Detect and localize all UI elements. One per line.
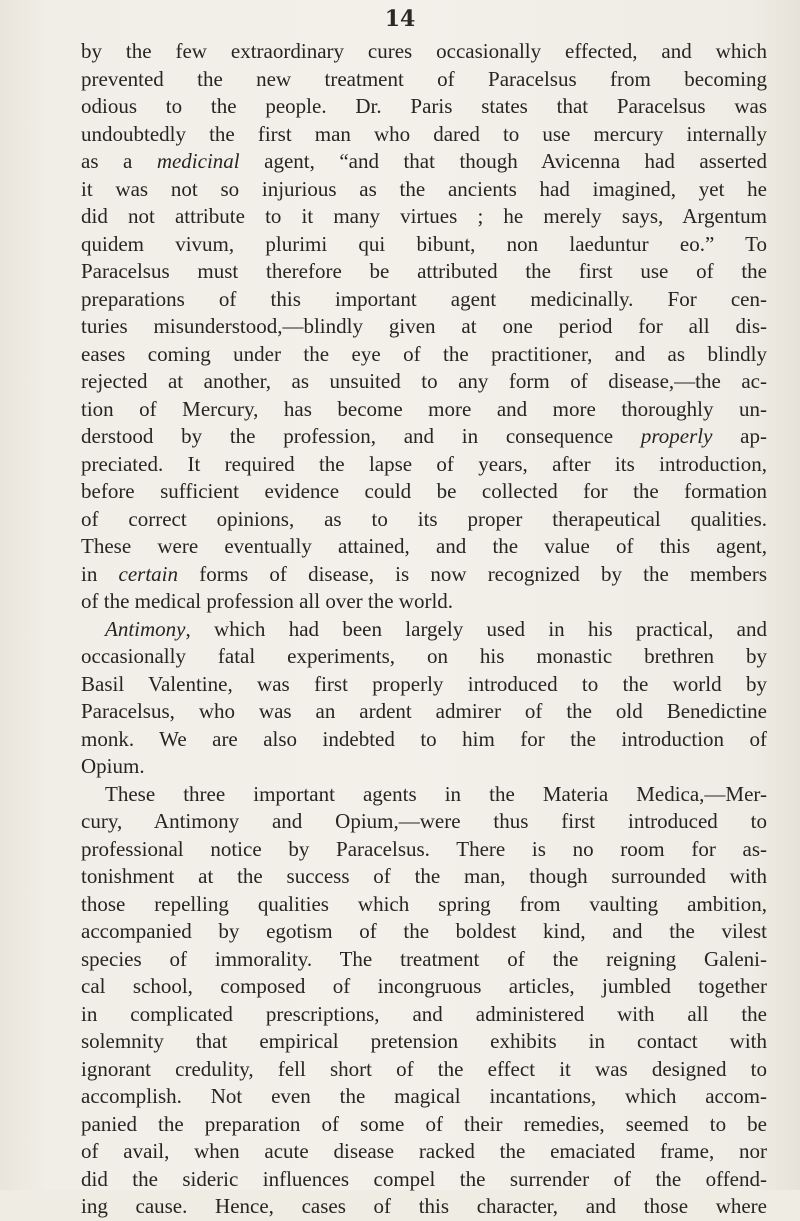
text-run: did not attribute to it many virtues ; he merely says, Argentum [81, 204, 767, 228]
text-run: in complicated prescriptions, and administered with all the [81, 1001, 767, 1026]
text-line [81, 836, 767, 864]
text-line [81, 66, 767, 94]
text-line [81, 533, 767, 561]
text-run: ap- [712, 424, 767, 448]
text-run: of correct opinions, as to its proper therapeutical qualities. [81, 506, 767, 531]
text-run: agent, “and that though Avicenna had asserted [239, 149, 767, 173]
text-run: eases coming under the eye of the practitioner, and as blindly [81, 341, 767, 366]
text-line [81, 258, 767, 286]
text-run: preparations of this important agent medicinally. For cen- [81, 286, 767, 311]
text-run: Paracelsus must therefore be attributed the first use of the [81, 259, 767, 283]
italic-word: certain [118, 561, 179, 586]
text-run: of the medical profession all over the world. [81, 589, 454, 613]
text-run: Paracelsus, who was an ardent admirer of the old Benedictine [81, 699, 767, 723]
text-run: These three important agents in the Materia Medica,—Mer- [105, 781, 767, 806]
text-line [81, 781, 767, 809]
text-line [81, 121, 767, 149]
text-line [81, 973, 767, 1001]
text-run: panied the preparation of some of their remedies, seemed to be [81, 1111, 767, 1136]
text-run: those repelling qualities which spring from vaulting ambition, [81, 891, 767, 916]
page-number: 14 [384, 6, 416, 32]
text-line [81, 1083, 767, 1111]
text-run: quidem vivum, plurimi qui bibunt, non laeduntur eo.” To [81, 231, 767, 256]
text-line [81, 451, 767, 479]
text-run: as a [81, 149, 157, 173]
text-run: before sufficient evidence could be collected for the formation [81, 479, 767, 503]
text-run: tonishment at the success of the man, though surrounded with [81, 864, 767, 888]
text-run: of avail, when acute disease racked the emaciated frame, nor [81, 1139, 767, 1163]
text-run: These were eventually attained, and the value of this agent, [81, 534, 767, 558]
text-run: turies misunderstood,—blindly given at one period for all dis- [81, 314, 767, 338]
body-text [81, 38, 767, 1221]
text-line [81, 643, 767, 671]
text-line [81, 946, 767, 974]
text-run: accompanied by egotism of the boldest kind, and the vilest [81, 919, 767, 943]
text-line [81, 286, 767, 314]
text-line [81, 863, 767, 891]
text-line [81, 808, 767, 836]
italic-word: properly [640, 424, 713, 448]
text-run: preciated. It required the lapse of years, after its introduction, [81, 451, 767, 476]
text-run: Opium. [81, 754, 145, 778]
text-line [81, 1138, 767, 1166]
text-run: in [81, 561, 119, 586]
text-line [81, 918, 767, 946]
text-run: cury, Antimony and Opium,—were thus first introduced to [81, 809, 767, 833]
text-run: forms of disease, is now recognized by the members [178, 561, 767, 586]
text-run: cal school, composed of incongruous articles, jumbled together [81, 974, 767, 998]
text-line [81, 753, 767, 781]
text-run: , which had been largely used in his practical, and [185, 616, 767, 641]
text-run: did the sideric influences compel the surrender of the offend- [81, 1166, 767, 1191]
text-line [81, 368, 767, 396]
text-line [81, 561, 767, 589]
text-line [81, 231, 767, 259]
text-line [81, 1001, 767, 1029]
text-line [81, 176, 767, 204]
text-line [81, 341, 767, 369]
text-line [81, 478, 767, 506]
text-line [81, 726, 767, 754]
text-run: odious to the people. Dr. Paris states that Paracelsus was [81, 94, 767, 118]
text-line [81, 616, 767, 644]
text-line [81, 203, 767, 231]
text-line [81, 1028, 767, 1056]
text-run: it was not so injurious as the ancients had imagined, yet he [81, 176, 767, 201]
text-line [81, 1111, 767, 1139]
text-run: rejected at another, as unsuited to any form of disease,—the ac- [81, 369, 767, 393]
text-run: ing cause. Hence, cases of this character, and those where [81, 1194, 767, 1218]
text-run: undoubtedly the first man who dared to use mercury internally [81, 121, 767, 146]
text-line [81, 148, 767, 176]
text-line [81, 423, 767, 451]
text-run: Basil Valentine, was first properly introduced to the world by [81, 671, 767, 696]
italic-word: medicinal [156, 149, 240, 173]
text-line [81, 1193, 767, 1221]
text-line [81, 313, 767, 341]
text-run: ignorant credulity, fell short of the effect it was designed to [81, 1056, 767, 1081]
text-line [81, 1056, 767, 1084]
text-line [81, 891, 767, 919]
text-run: monk. We are also indebted to him for the introduction of [81, 726, 767, 751]
text-line [81, 588, 767, 616]
text-line [81, 396, 767, 424]
text-run: occasionally fatal experiments, on his monastic brethren by [81, 644, 767, 668]
text-line [81, 38, 767, 66]
text-line [81, 698, 767, 726]
italic-word: Antimony [105, 616, 186, 641]
text-line [81, 506, 767, 534]
text-run: prevented the new treatment of Paracelsus from becoming [81, 66, 767, 91]
text-line [81, 671, 767, 699]
text-line [81, 1166, 767, 1194]
text-run: tion of Mercury, has become more and more thoroughly un- [81, 396, 767, 421]
text-run: accomplish. Not even the magical incantations, which accom- [81, 1084, 767, 1108]
text-run: species of immorality. The treatment of the reigning Galeni- [81, 946, 767, 971]
text-run: derstood by the profession, and in consequence [81, 424, 641, 448]
text-run: by the few extraordinary cures occasionally effected, and which [81, 39, 767, 63]
text-run: professional notice by Paracelsus. There is no room for as- [81, 836, 767, 861]
text-line [81, 93, 767, 121]
text-run: solemnity that empirical pretension exhibits in contact with [81, 1029, 767, 1053]
